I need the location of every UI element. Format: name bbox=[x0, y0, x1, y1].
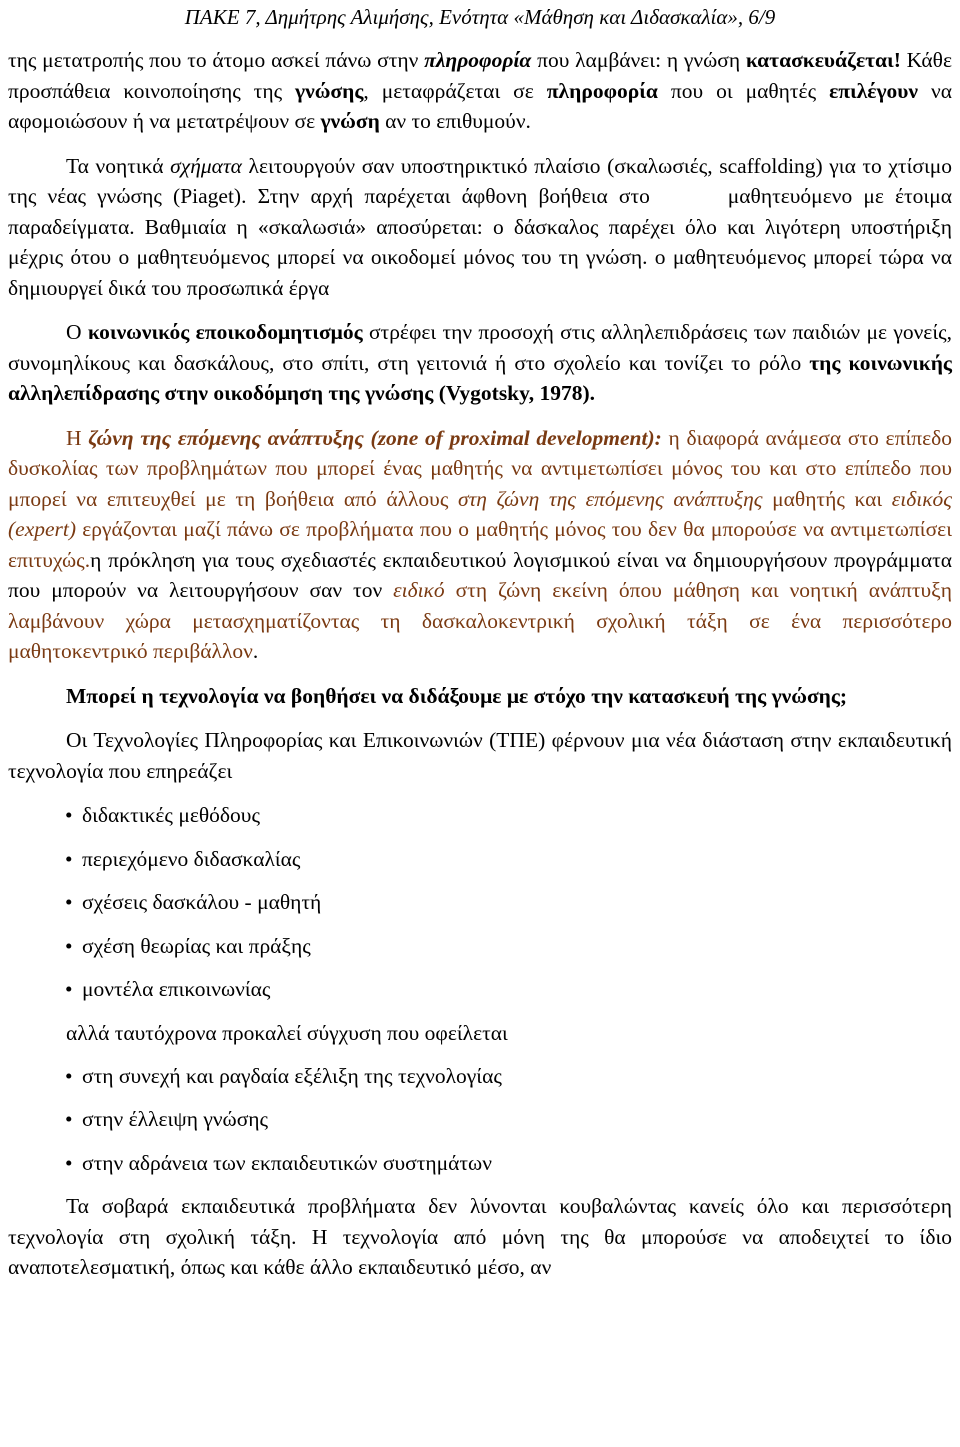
term-expert: ειδικός (expert) bbox=[8, 486, 952, 541]
paragraph-social-constructivism: Ο κοινωνικός εποικοδομητισμός στρέφει την προσοχή στις αλληλεπιδράσεις των παιδιών με γονείς, συνομηλίκους και δασκάλους, στο σπίτι, στη γειτονιά ή στο σχολείο και τονίζει το ρόλο της κοινωνικής αλληλεπίδρασης στην οικοδόμηση της γνώσης (Vygotsky, 1978). bbox=[8, 320, 952, 405]
paragraph-zpd: Η ζώνη της επόμενης ανάπτυξης (zone of proximal development): η διαφορά ανάμεσα στο επίπεδο δυσκολίας των προβλημάτων που μπορεί ένας μαθητής να αντιμετωπίσει μόνος του και στο επίπεδο που μπορεί να επιτευχθεί με τη βοήθεια από άλλους στη ζώνη της επόμενης ανάπτυξης μαθητής και ειδικός (expert) εργάζονται μαζί πάνω σε προβλήματα που ο μαθητής μόνος του δεν θα μπορούσε να αντιμετωπίσει επιτυχώς.η πρόκληση για τους σχεδιαστές εκπαιδευτικού λογισμικού είναι να δημιουργήσουν προγράμματα που μπορούν να λειτουργήσουν σαν τον ειδικό στη ζώνη εκείνη όπου μάθηση και νοητική ανάπτυξη λαμβάνουν χώρα μετασχηματίζοντας τη δασκαλοκεντρική σχολική τάξη σε ένα περισσότερο μαθητοκεντρικό περιβάλλον. bbox=[8, 425, 952, 663]
term-information: πληροφορία bbox=[424, 48, 532, 72]
list-item: • μοντέλα επικοινωνίας bbox=[65, 977, 271, 1001]
term-zpd: ζώνη της επόμενης ανάπτυξης (zone of proximal development): bbox=[88, 425, 662, 450]
term-zpd-inline: στη ζώνη της επόμενης ανάπτυξης bbox=[457, 486, 763, 511]
term-knowledge-2: γνώση bbox=[320, 109, 380, 133]
paragraph-scaffolding: Τα νοητικά σχήματα λειτουργούν σαν υποστηρικτικό πλαίσιο (σκαλωσιές, scaffolding) για το χτίσιμο της νέας γνώσης (Piaget). Στην αρχή παρέχεται άφθονη βοήθεια στο μαθητευόμενο με έτοιμα παραδείγματα. Βαθμιαία η «σκαλωσιά» αποσύρεται: ο δάσκαλος παρέχει όλο και λιγότερη υποστήριξη μέχρις ότου ο μαθητευόμενος μπορεί να οικοδομεί μόνος του τη γνώση. ο μαθητευόμενος μπορεί τώρα να δημιουργεί δικά του προσωπικά έργα bbox=[8, 153, 953, 300]
paragraph-information-knowledge: της μετατροπής που το άτομο ασκεί πάνω στην πληροφορία που λαμβάνει: η γνώση κατασκευάζεται! Κάθε προσπάθεια κοινοποίησης της γνώσης, μεταφράζεται σε πληροφορία που οι μαθητές επιλέγουν να αφομοιώσουν ή να μετατρέψουν σε γνώση αν το επιθυμούν. bbox=[8, 48, 952, 133]
term-constructed: κατασκευάζεται! bbox=[745, 48, 901, 72]
paragraph-ict: Οι Τεχνολογίες Πληροφορίας και Επικοινωνιών (ΤΠΕ) φέρνουν μια νέα διάσταση στην εκπαιδευτική τεχνολογία που επηρεάζει bbox=[8, 728, 952, 783]
term-knowledge: γνώσης bbox=[295, 78, 364, 103]
term-information-2: πληροφορία bbox=[546, 78, 658, 103]
term-social-interaction: της κοινωνικής αλληλεπίδρασης στην οικοδόμηση της γνώσης (Vygotsky, 1978). bbox=[8, 350, 952, 405]
list-item: • διδακτικές μεθόδους bbox=[65, 803, 260, 827]
list-item: • στην έλλειψη γνώσης bbox=[65, 1107, 269, 1131]
list-item: • περιεχόμενο διδασκαλίας bbox=[65, 846, 301, 871]
list-ict-affects bbox=[8, 800, 952, 1004]
paragraph-confusion: αλλά ταυτόχρονα προκαλεί σύγχυση που οφείλεται bbox=[66, 1020, 508, 1045]
term-schemata: σχήματα bbox=[170, 153, 242, 178]
list-item: • στη συνεχή και ραγδαία εξέλιξη της τεχνολογίας bbox=[65, 1063, 502, 1088]
list-item: • στην αδράνεια των εκπαιδευτικών συστημάτων bbox=[65, 1150, 492, 1175]
paragraph-closing: Τα σοβαρά εκπαιδευτικά προβλήματα δεν λύνονται κουβαλώντας κανείς όλο και περισσότερη τεχνολογία στη σχολική τάξη. Η τεχνολογία από μόνη της θα μπορούσε να αποδειχτεί το ίδιο αναποτελεσματική, όπως και κάθε άλλο εκπαιδευτικό μέσο, αν bbox=[8, 1194, 952, 1279]
page-header: ΠΑΚΕ 7, Δημήτρης Αλιμήσης, Ενότητα «Μάθηση και Διδασκαλία», 6/9 bbox=[184, 5, 776, 29]
list-item: • σχέση θεωρίας και πράξης bbox=[65, 933, 311, 958]
list-confusion-causes bbox=[8, 1061, 952, 1178]
list-item: • σχέσεις δασκάλου - μαθητή bbox=[65, 890, 322, 914]
document-page bbox=[8, 0, 952, 1283]
term-social-constructivism: κοινωνικός εποικοδομητισμός bbox=[87, 320, 363, 344]
term-expert-2: ειδικό bbox=[393, 578, 445, 602]
section-heading: Μπορεί η τεχνολογία να βοηθήσει να διδάξουμε με στόχο την κατασκευή της γνώσης; bbox=[66, 683, 848, 708]
term-choose: επιλέγουν bbox=[829, 78, 919, 103]
